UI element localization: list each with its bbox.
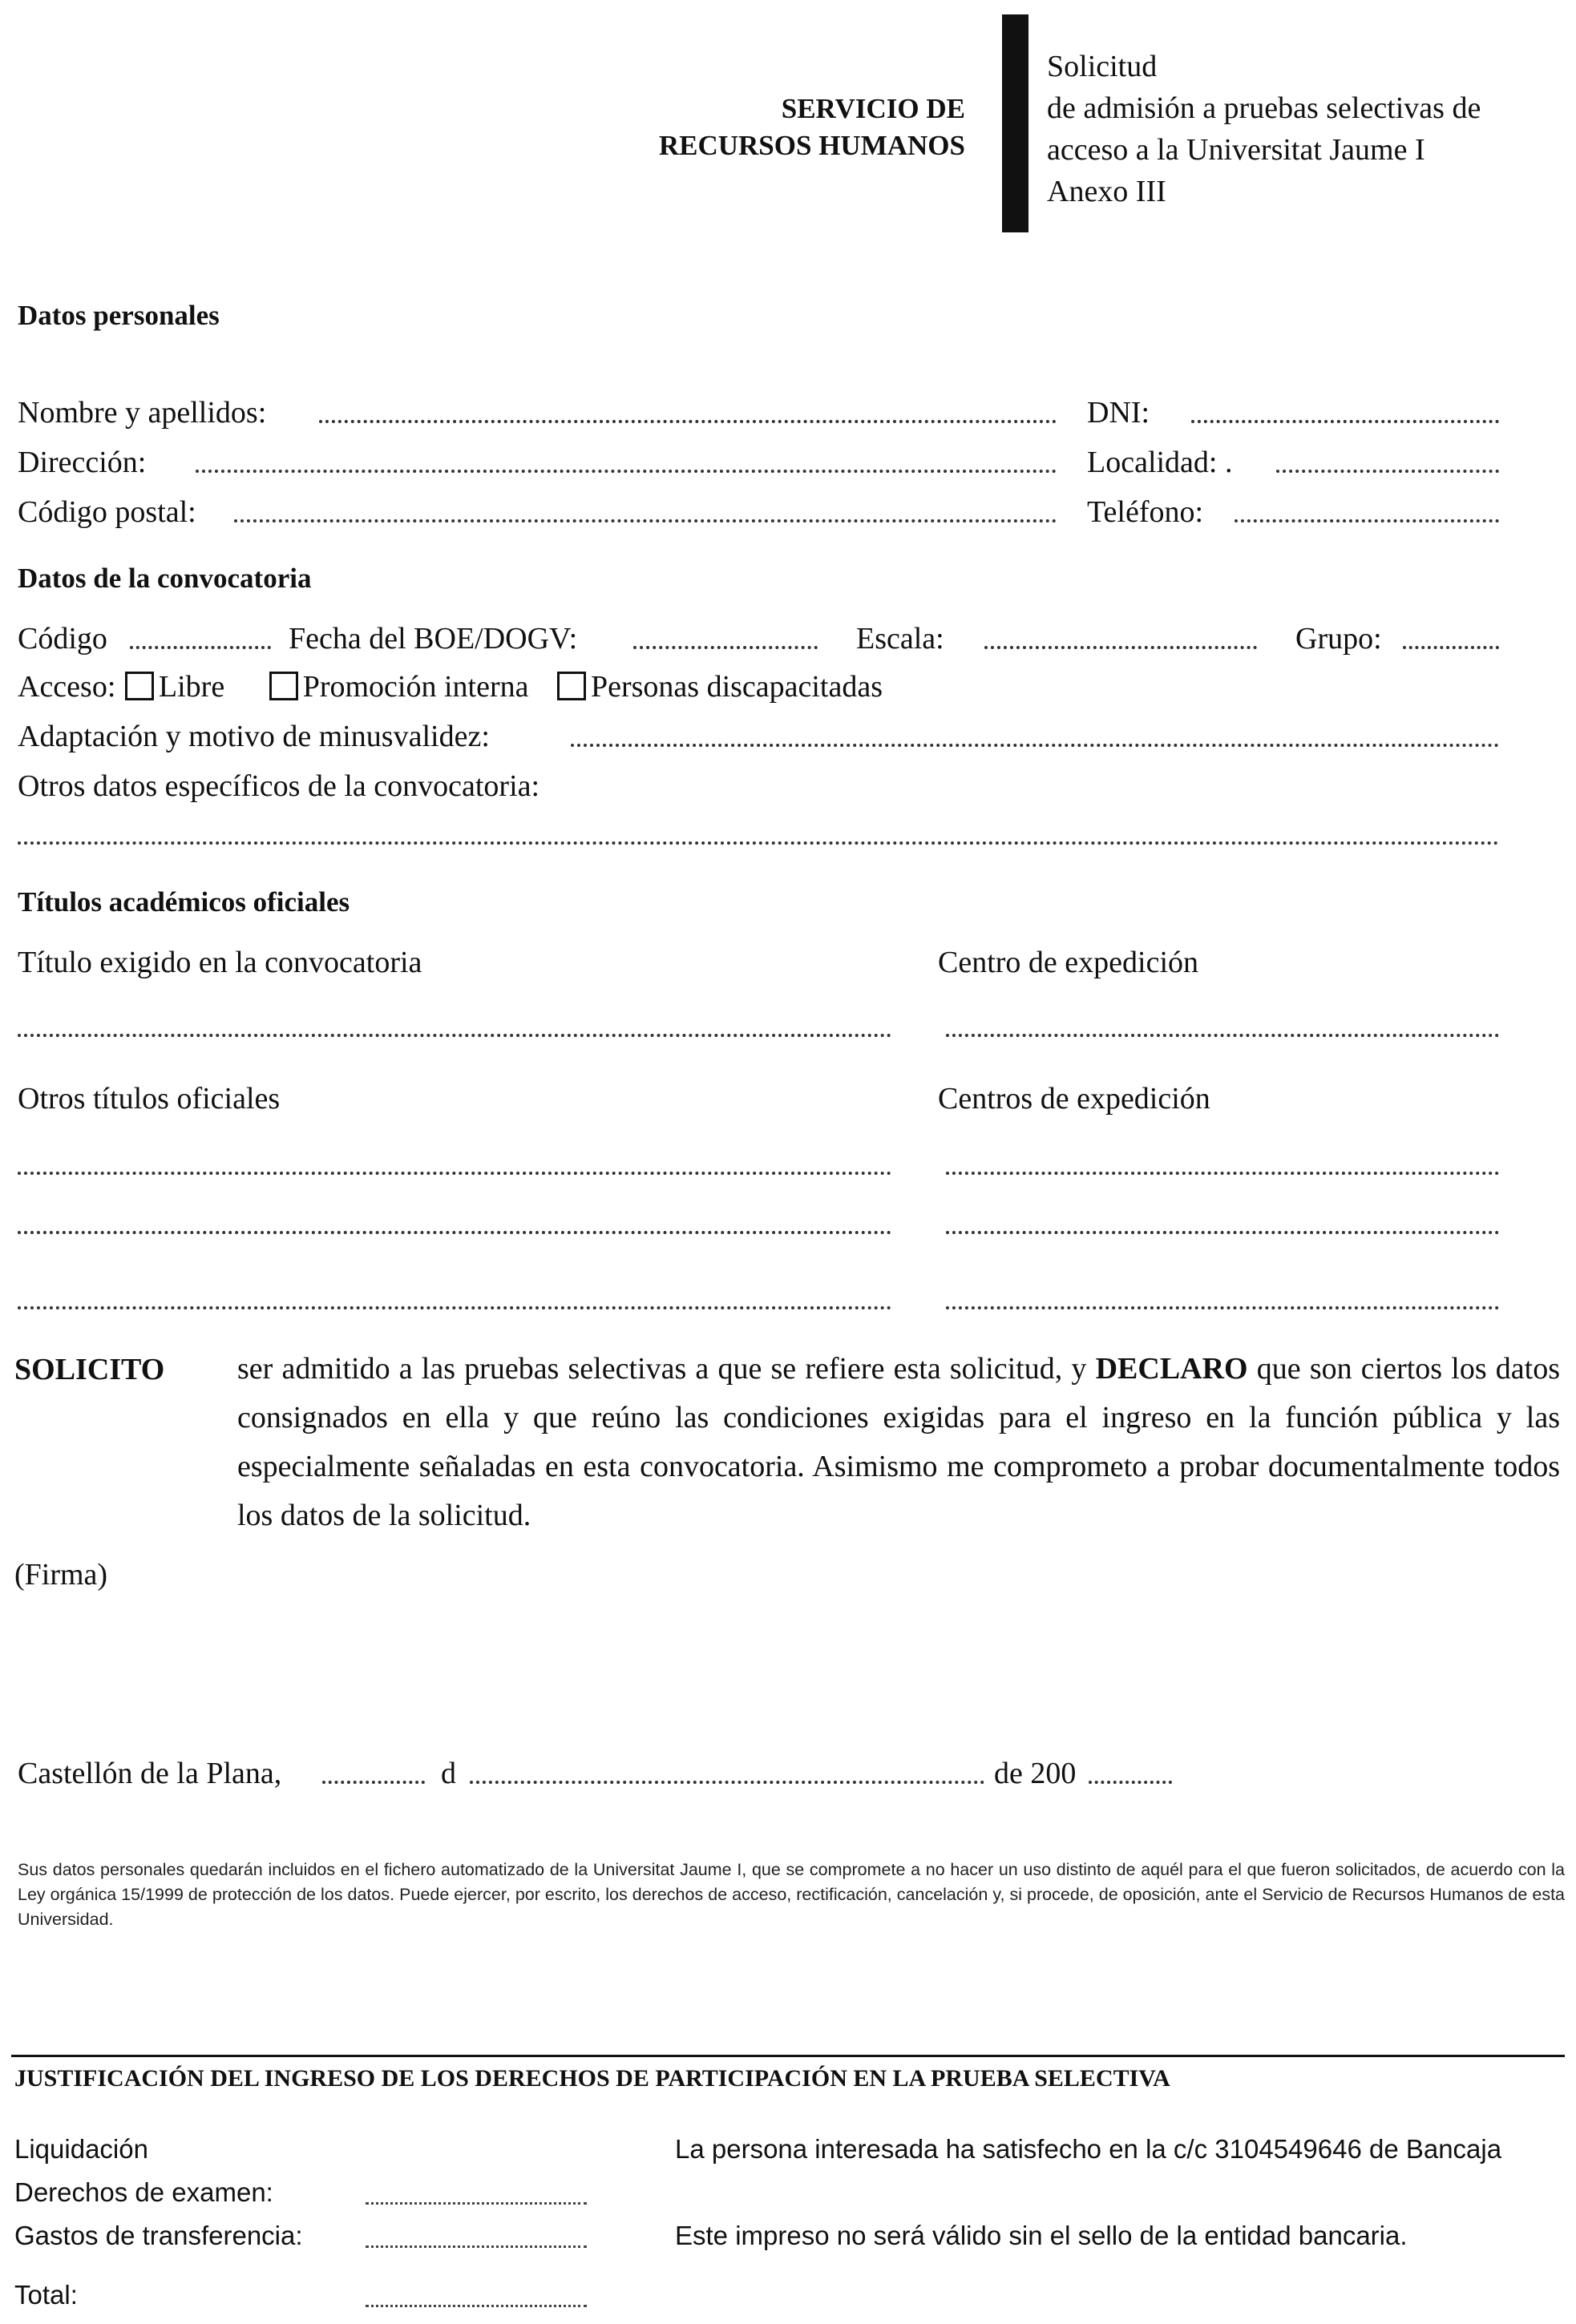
- payment-heading: JUSTIFICACIÓN DEL INGRESO DE LOS DERECHOS DE PARTICIPACIÓN EN LA PRUEBA SELECTIVA: [14, 2065, 1170, 2092]
- total-label: Total:: [14, 2280, 78, 2310]
- office-name-line1: SERVICIO DE: [781, 93, 965, 124]
- header-black-bar: [1002, 14, 1028, 232]
- exam-fees-field[interactable]: [366, 2202, 587, 2205]
- group-label: Grupo:: [1295, 622, 1382, 656]
- name-field[interactable]: [319, 420, 1057, 423]
- validity-text: Este impreso no será válido sin el sello de la entidad bancaria.: [675, 2221, 1408, 2250]
- required-degree-field[interactable]: [18, 1034, 891, 1037]
- postal-code-label: Código postal:: [18, 495, 196, 529]
- adaptation-field[interactable]: [571, 744, 1499, 747]
- checkbox-internal-promotion[interactable]: [269, 672, 298, 700]
- option-internal-promotion: Promoción interna: [302, 670, 529, 704]
- year-prefix-label: de 200: [994, 1757, 1077, 1790]
- declaro-label: DECLARO: [1095, 1352, 1248, 1386]
- dni-field[interactable]: [1191, 420, 1499, 423]
- phone-label: Teléfono:: [1087, 495, 1204, 529]
- other-degree-field-1[interactable]: [18, 1172, 891, 1175]
- option-disabled-persons: Personas discapacitadas: [590, 670, 883, 704]
- checkbox-disabled-persons[interactable]: [557, 672, 586, 700]
- address-label: Dirección:: [18, 446, 147, 479]
- form-title-line1: Solicitud: [1047, 50, 1158, 83]
- total-field[interactable]: [366, 2305, 587, 2307]
- place-label: Castellón de la Plana,: [18, 1757, 282, 1790]
- locality-field[interactable]: [1276, 470, 1499, 473]
- name-label: Nombre y apellidos:: [18, 396, 267, 430]
- locality-label: Localidad: .: [1087, 446, 1233, 479]
- issuing-center-label: Centro de expedición: [938, 946, 1199, 979]
- other-center-field-1[interactable]: [946, 1172, 1499, 1175]
- dni-label: DNI:: [1087, 396, 1150, 430]
- form-title-line4: Anexo III: [1047, 175, 1166, 208]
- form-title-line2: de admisión a pruebas selectivas de: [1047, 91, 1481, 125]
- code-field[interactable]: [130, 646, 271, 649]
- scale-field[interactable]: [984, 646, 1257, 649]
- transfer-fees-field[interactable]: [366, 2245, 587, 2248]
- other-center-field-2[interactable]: [946, 1231, 1499, 1234]
- issuing-centers-label: Centros de expedición: [938, 1082, 1210, 1116]
- solicito-label: SOLICITO: [14, 1353, 165, 1386]
- other-call-data-field[interactable]: [18, 841, 1499, 845]
- access-row: [18, 668, 883, 705]
- payment-section-rule: [11, 2055, 1565, 2057]
- privacy-notice: Sus datos personales quedarán incluidos en el fichero automatizado de la Universitat Jaume I, que se compromete a no hacer un uso distinto de aquél para el que fueron solicitados, de acuerdo con la Ley orgánica 15/1999 de protección de los datos. Puede ejercer, por escrito, los derechos de acceso, rectificación, cancelación y, si procede, de oposición, ante el Servicio de Recursos Humanos de esta Universidad.: [18, 1860, 1565, 1929]
- paid-account-text: La persona interesada ha satisfecho en la c/c 3104549646 de Bancaja: [675, 2134, 1502, 2164]
- declaration-text-b: que son ciertos los datos consignados en ella y que reúno las condiciones exigidas para el ingreso en la función pública y las especialmente señaladas en esta convocatoria. Asimismo me comprometo a probar documentalmente todos los datos de la solicitud.: [237, 1352, 1560, 1532]
- day-of-label: d: [441, 1757, 456, 1790]
- exam-fees-label: Derechos de examen:: [14, 2177, 273, 2207]
- other-center-field-3[interactable]: [946, 1306, 1499, 1309]
- address-field[interactable]: [196, 470, 1057, 473]
- form-title-line3: acceso a la Universitat Jaume I: [1047, 133, 1425, 167]
- option-libre: Libre: [158, 670, 225, 704]
- day-field[interactable]: [322, 1781, 425, 1784]
- call-data-heading: Datos de la convocatoria: [18, 563, 312, 594]
- signature-label: (Firma): [14, 1558, 108, 1592]
- liquidation-label: Liquidación: [14, 2134, 148, 2164]
- other-degree-field-2[interactable]: [18, 1231, 891, 1234]
- phone-field[interactable]: [1235, 519, 1499, 522]
- checkbox-libre[interactable]: [125, 672, 154, 700]
- code-label: Código: [18, 622, 107, 656]
- other-degree-field-3[interactable]: [18, 1306, 891, 1309]
- personal-data-heading: Datos personales: [18, 300, 220, 331]
- degrees-heading: Títulos académicos oficiales: [18, 886, 350, 918]
- other-degrees-label: Otros títulos oficiales: [18, 1082, 281, 1116]
- office-name-line2: RECURSOS HUMANOS: [658, 130, 965, 161]
- declaration-text-a: ser admitido a las pruebas selectivas a que se refiere esta solicitud, y: [237, 1352, 1096, 1386]
- transfer-fees-label: Gastos de transferencia:: [14, 2221, 303, 2250]
- issuing-center-field[interactable]: [946, 1034, 1499, 1037]
- boe-date-label: Fecha del BOE/DOGV:: [289, 622, 578, 656]
- group-field[interactable]: [1403, 646, 1499, 649]
- adaptation-label: Adaptación y motivo de minusvalidez:: [18, 720, 490, 753]
- scale-label: Escala:: [856, 622, 944, 656]
- postal-code-field[interactable]: [234, 519, 1057, 522]
- boe-date-field[interactable]: [633, 646, 818, 649]
- other-call-data-label: Otros datos específicos de la convocatoria:: [18, 769, 540, 803]
- month-field[interactable]: [470, 1781, 984, 1784]
- access-label: Acceso:: [18, 670, 116, 704]
- year-field[interactable]: [1089, 1781, 1172, 1784]
- required-degree-label: Título exigido en la convocatoria: [18, 946, 422, 979]
- declaration-text: [237, 1345, 1560, 1540]
